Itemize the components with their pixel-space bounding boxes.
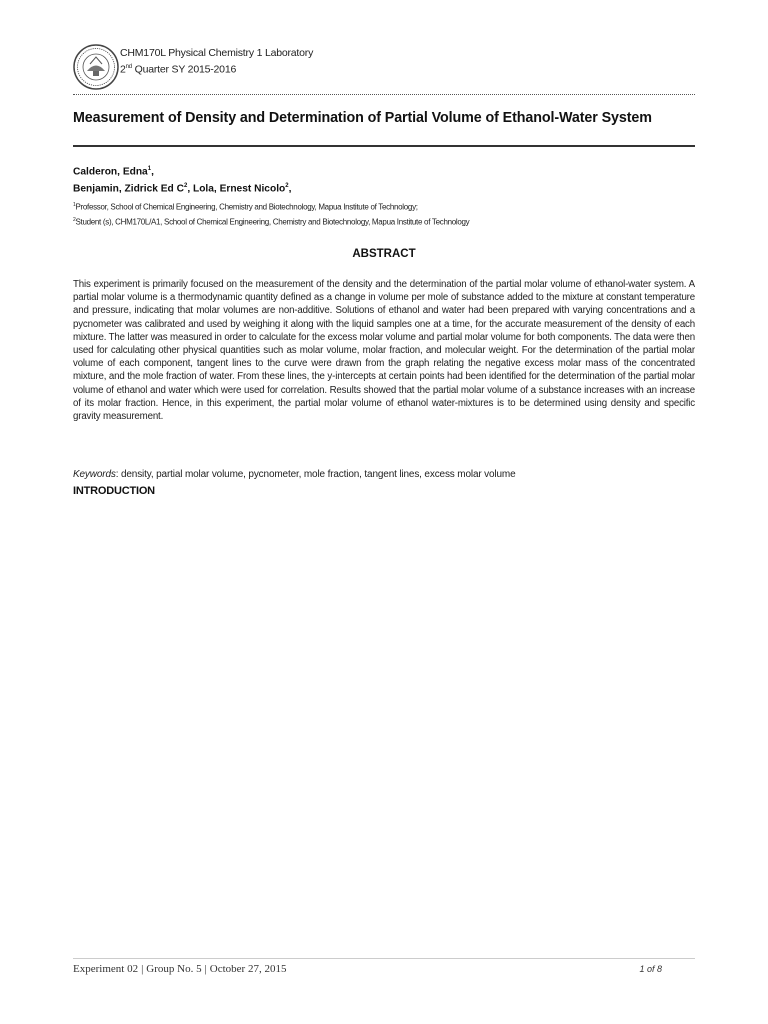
affiliation-marker: 1 [73,202,76,208]
term-text: Quarter SY 2015-2016 [131,63,237,76]
course-header [120,46,313,77]
author-line-1: Calderon, Edna$^1$, [73,166,154,178]
abstract-heading: ABSTRACT [352,248,416,260]
affiliation-2 [73,217,469,227]
footer-date: October 27, 2015 [209,963,287,975]
author-line-2: Benjamin, Zidrick Ed $C^2$, Lola, Ernest Nicolo$^2$, [73,183,292,195]
author-affil-marker: 2 [285,183,289,190]
course-name: CHM170L Physical Chemistry 1 Laboratory [120,47,314,59]
keywords-text: : density, partial molar volume, pycnometer, mole fraction, tangent lines, excess molar volume [115,469,516,480]
term-number: 2 [120,63,126,76]
author-name: , Lola, Ernest Nicolo [187,183,286,195]
paper-title: Measurement of Density and Determination of Partial Volume of Ethanol-Water System [73,110,652,126]
footer [73,963,286,975]
footer-separator: | [141,963,144,975]
footer-divider [73,958,695,959]
author-name: Benjamin, Zidrick Ed C [73,183,184,195]
page-number: 1 of 8 [639,964,662,974]
footer-group: Group No. 5 [146,963,202,975]
term-line [120,60,313,77]
abstract-body: This experiment is primarily focused on the measurement of the density and the determination of the partial molar volume of ethanol-water system. A partial molar volume is a thermodynamic quantity defined as a change in volume per mole of substance added to the mixture at constant temperature and pressure, indicating that molar volumes are non-additive. Solutions of ethanol and water had been prepared with varying concentrations and a pycnometer was calibrated and used by weighing it along with the liquid samples one at a time, for the accurate measurement of the density of each mixture. The latter was measured in order to calculate for the excess molar volume and partial molar volume for both components. The data were then used for calculating other physical quantities such as molar volume, molar fraction, and molecular weight. For the determination of the partial molar volume of each component, tangent lines to the curve were drawn from the graph relating the negative excess molar mass of the concentrated mixture, and the mole fraction of water. From these lines, the y-intercepts at certain points had been identified for the determination of the partial molar volume of ethanol and water which were used for correlation. Results showed that the partial molar volume of a substance increases with an increase of its molar fraction. Hence, in this experiment, the partial molar volume of ethanol water-mixtures is to be determined using density and specific gravity measurement. [73,279,695,423]
author-affil-marker: 1 [147,166,152,172]
university-seal-logo [73,44,119,90]
affiliation-text: Student (s), CHM170L/A1, School of Chemical Engineering, Chemistry and Biotechnology, Mapua Institute of Technology [75,217,470,227]
introduction-heading: INTRODUCTION [73,485,155,497]
header-dotted-divider [73,94,695,95]
term-ordinal: nd [125,64,132,70]
keywords-line [73,469,516,480]
author-block [73,162,291,197]
author-affil-marker: 2 [183,183,188,190]
author-name: Calderon, Edna [73,166,148,178]
footer-separator: | [204,963,207,975]
affiliation-1 [73,202,418,212]
affiliation-marker: 2 [73,217,76,223]
keywords-label: Keywords [73,469,116,480]
title-rule [73,145,695,147]
affiliation-text: Professor, School of Chemical Engineering, Chemistry and Biotechnology, Mapua Institute of Technology; [75,202,418,212]
footer-experiment: Experiment 02 [73,963,139,975]
